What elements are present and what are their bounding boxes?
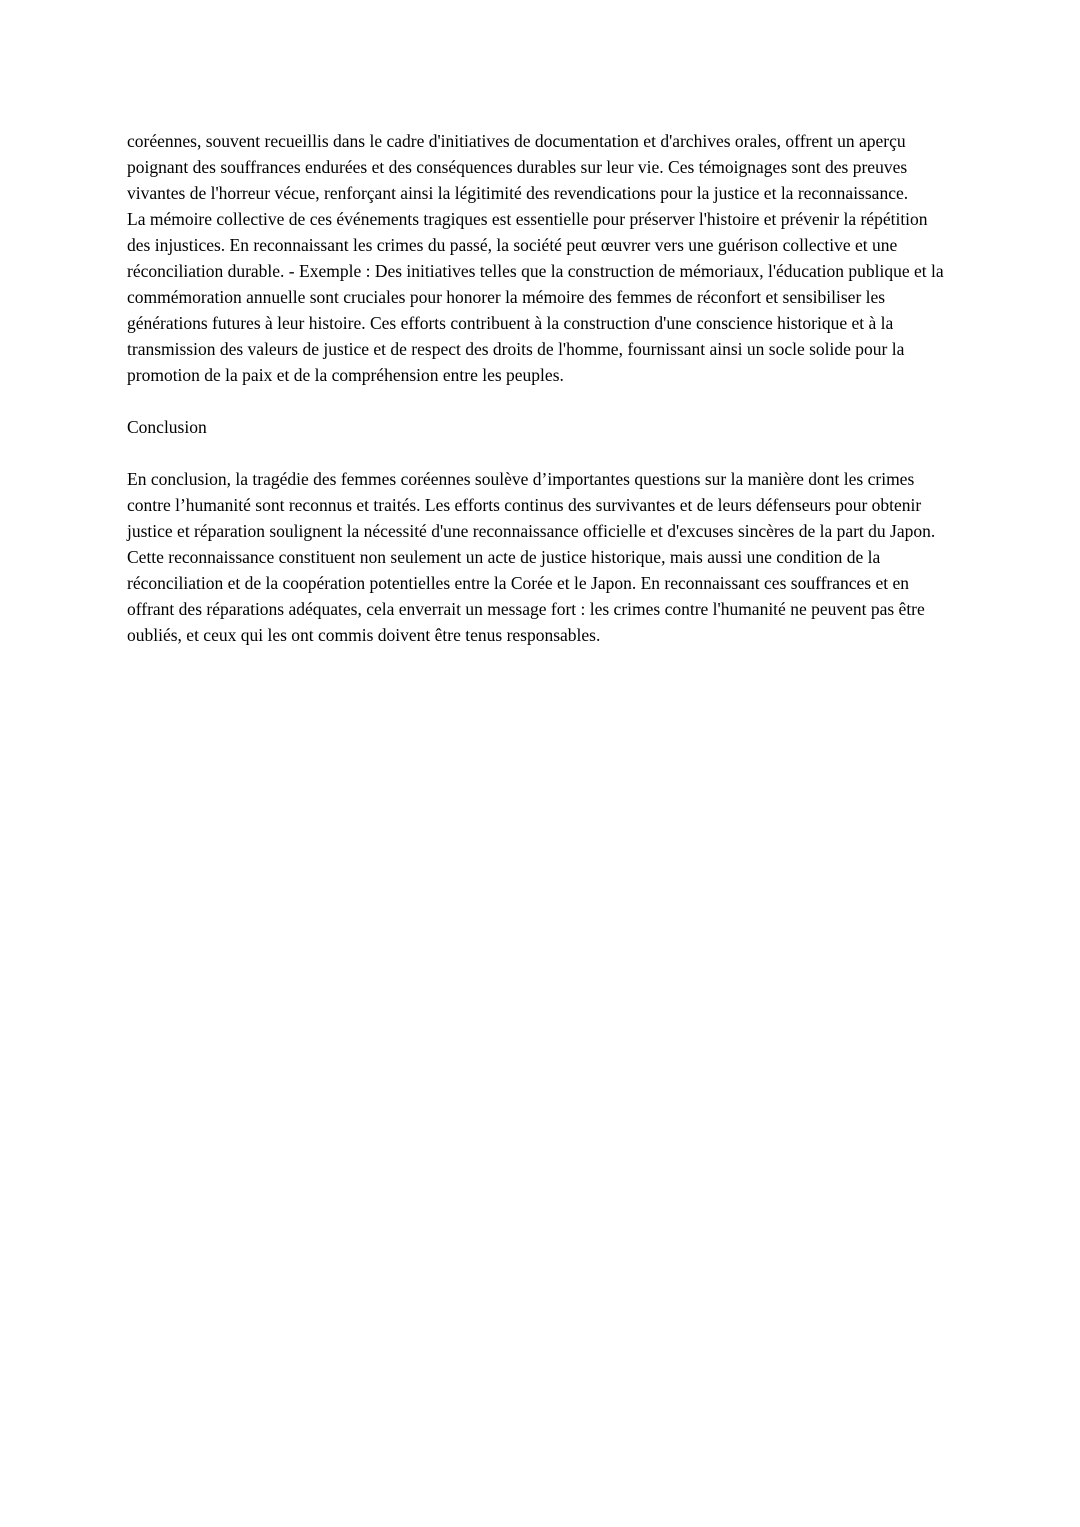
document-content [127,128,953,648]
paragraph-testimonies: coréennes, souvent recueillis dans le cadre d'initiatives de documentation et d'archives orales, offrent un aperçu poignant des souffrances endurées et des conséquences durables sur leur vie. Ces témoignages sont des preuves vivantes de l'horreur vécue, renforçant ainsi la légitimité des revendications pour la justice et la reconnaissance. [127,131,909,203]
conclusion-paragraph: En conclusion, la tragédie des femmes coréennes soulève d’importantes questions sur la manière dont les crimes contre l’humanité sont reconnus et traités. Les efforts continus des survivantes et de leurs défenseurs pour obtenir justice et réparation soulignent la nécessité d'une reconnaissance officielle et d'excuses sincères de la part du Japon. Cette reconnaissance constituent non seulement un acte de justice historique, mais aussi une condition de la réconciliation et de la coopération potentielles entre la Corée et le Japon. En reconnaissant ces souffrances et en offrant des réparations adéquates, cela enverrait un message fort : les crimes contre l'humanité ne peuvent pas être oubliés, et ceux qui les ont commis doivent être tenus responsables. [127,469,936,645]
conclusion-heading: Conclusion [127,417,207,437]
paragraph-collective-memory: La mémoire collective de ces événements tragiques est essentielle pour préserver l'histoire et prévenir la répétition des injustices. En reconnaissant les crimes du passé, la société peut œuvrer vers une guérison collective et une réconciliation durable. - Exemple : Des initiatives telles que la construction de mémoriaux, l'éducation publique et la commémoration annuelle sont cruciales pour honorer la mémoire des femmes de réconfort et sensibiliser les générations futures à leur histoire. Ces efforts contribuent à la construction d'une conscience historique et à la transmission des valeurs de justice et de respect des droits de l'homme, fournissant ainsi un socle solide pour la promotion de la paix et de la compréhension entre les peuples. [127,209,944,385]
